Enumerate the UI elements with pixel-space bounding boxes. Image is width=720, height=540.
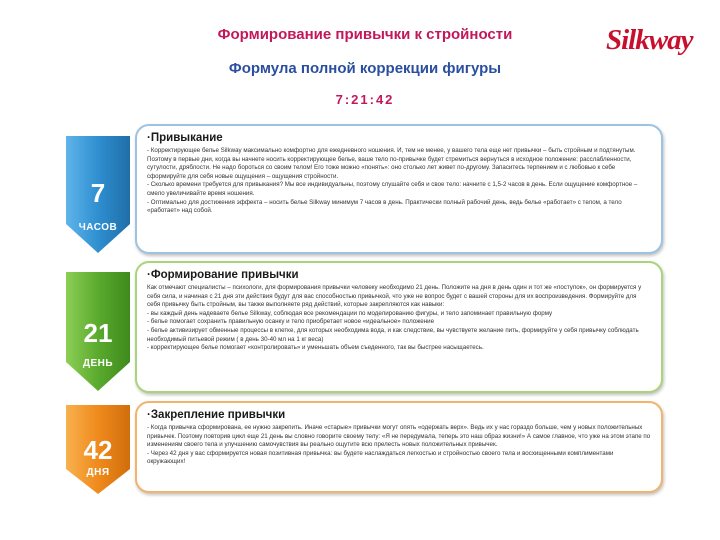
stage-card-text (147, 424, 651, 467)
stage-card-habit-forming (135, 261, 663, 393)
formula-label: 7:21:42 (335, 92, 395, 107)
card-paragraph: Как отмечают специалисты – психологи, для формирования привычки человеку необходимо 21 день. Положите на дня в день один и тот же «поступок», он формируется у себя сила, и начиная с 21 дня эти действия будут для вас способностью привычкой, что уже не вопрос будет с вашей стороны для их воспроизведения. Формируйте для себя привычку быть стройным, вы также выполняете ряд действий, которые закрепляются как навыки: (147, 284, 642, 309)
card-paragraph: - Когда привычка сформирована, ее нужно закрепить. Иначе «старые» привычки могут опять «одержать верх». Ведь их у нас гораздо больше, чем у новых положительных привычек. Поэтому повторив цикл еще 21 день вы словно говорите своему телу: «Я не передумала, теперь это наш образ жизни!» А самое главное, что уже на этом этапе по изменениям своего тела и улучшению самочувствия вы реально ощутите всю прелесть новых положительных привычек. (147, 424, 651, 449)
stage-unit: ЧАСОВ (78, 222, 118, 233)
card-paragraph: - Через 42 дня у вас сформируется новая позитивная привычка: вы будете наслаждаться легкостью и стройностью своего тела и восхищенными комплиментами окружающих! (147, 449, 614, 466)
card-paragraph: - Оптимально для достижения эффекта – носить белье Silkway минимум 7 часов в день. Практически полный рабочий день, ведь белье «работает» с телом, а тело «работает» над собой. (147, 198, 622, 215)
stage-card-text (147, 284, 651, 353)
stage-badge-21-days (66, 272, 130, 392)
stage-number: 42 (83, 435, 113, 465)
silkway-logo: Silkway (606, 24, 693, 56)
stage-number: 7 (90, 178, 106, 208)
card-paragraph: - белье помогает сохранить правильную осанку и тело приобретает новое «идеальное» положение (147, 318, 435, 326)
stage-card-habit-consolidation (135, 401, 663, 493)
card-paragraph: - Корректирующее белье Silkway максимально комфортно для ежедневного ношения. И, тем не менее, у вашего тела еще нет привычки – быть стройным и подтянутым. Поэтому в первые дни, когда вы начнете носить корректирующее белье, ваше тело по-привычке будет стремиться вернуться в исходное положение: расслабленности, сутулости, дряблости. Не надо бороться со своим телом! Его тоже можно «понять»: оно столько лет живет по-другому. Запаситесь терпением и с любовью к себе сформируйте для себя новые ощущения – ощущения стройности. (147, 147, 636, 180)
card-paragraph: - Сколько времени требуется для привыкания? Мы все индивидуальны, поэтому слушайте себя и свое тело: начните с 1,5-2 часов в день. Если ощущение комфортное – смело увеличивайте время ношения. (147, 181, 638, 197)
stage-card-text (147, 147, 651, 216)
stage-unit: ДЕНЬ (82, 358, 114, 369)
stage-card-title: ·Формирование привычки (147, 269, 299, 281)
card-paragraph: - вы каждый день надеваете белье Silkway, соблюдая все рекомендации по моделированию фигуры, и тело запоминает правильную форму (147, 309, 553, 317)
card-paragraph: - белье активизирует обменные процессы в клетке, для которых необходима вода, и как следствие, вы чувствуете желание пить, формируйте у себя привычку соблюдать необходимый питьевой режим ( в день 30-40 мл на 1 кг веса) (147, 326, 639, 343)
stage-badge-42-days (66, 405, 130, 495)
stage-number: 21 (83, 318, 113, 348)
slide-title: Формирование привычки к стройности (217, 26, 513, 43)
stage-badge-7-hours (66, 136, 130, 254)
card-paragraph: - корректирующее белье помогает «контролировать» и уменьшать объем съеденного, так вы быстрее насыщаетесь. (147, 344, 484, 352)
stage-card-adaptation (135, 124, 663, 254)
stage-card-title: ·Закрепление привычки (147, 409, 286, 421)
slide-subtitle: Формула полной коррекции фигуры (228, 60, 502, 77)
stage-unit: ДНЯ (86, 467, 110, 478)
stage-card-title: ·Привыкание (147, 132, 223, 144)
